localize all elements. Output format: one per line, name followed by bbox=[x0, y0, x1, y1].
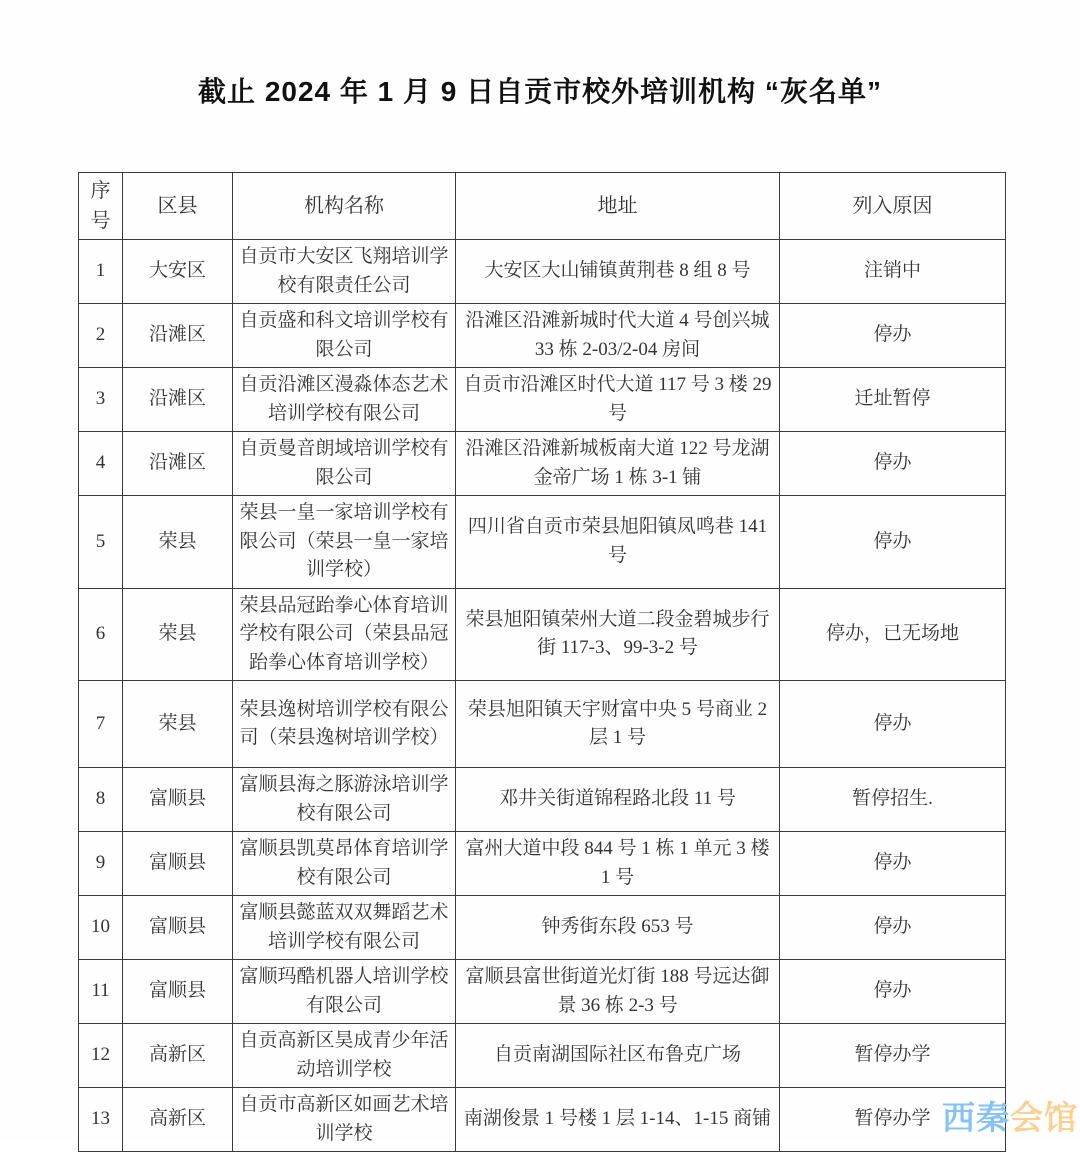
district-cell: 荣县 bbox=[123, 496, 233, 589]
reason-cell: 停办 bbox=[780, 432, 1006, 496]
reason-cell: 停办 bbox=[780, 681, 1006, 768]
column-header-address: 地址 bbox=[456, 173, 780, 240]
institution-name-cell: 自贡高新区昊成青少年活动培训学校 bbox=[233, 1024, 456, 1088]
institution-name-cell: 富顺县凯莫昂体育培训学校有限公司 bbox=[233, 832, 456, 896]
institution-name-cell: 荣县逸树培训学校有限公司（荣县逸树培训学校） bbox=[233, 681, 456, 768]
address-cell: 自贡南湖国际社区布鲁克广场 bbox=[456, 1024, 780, 1088]
institution-name-cell: 自贡沿滩区漫淼体态艺术培训学校有限公司 bbox=[233, 368, 456, 432]
row-index-cell: 7 bbox=[79, 681, 123, 768]
grey-list-table bbox=[78, 172, 1006, 1152]
address-cell: 富州大道中段 844 号 1 栋 1 单元 3 楼 1 号 bbox=[456, 832, 780, 896]
address-cell: 荣县旭阳镇荣州大道二段金碧城步行街 117-3、99-3-2 号 bbox=[456, 588, 780, 681]
address-cell: 邓井关街道锦程路北段 11 号 bbox=[456, 768, 780, 832]
address-cell: 大安区大山铺镇黄荆巷 8 组 8 号 bbox=[456, 240, 780, 304]
address-cell: 荣县旭阳镇天宇财富中央 5 号商业 2 层 1 号 bbox=[456, 681, 780, 768]
reason-cell: 暂停招生. bbox=[780, 768, 1006, 832]
row-index-cell: 13 bbox=[79, 1088, 123, 1152]
district-cell: 高新区 bbox=[123, 1024, 233, 1088]
row-index-cell: 3 bbox=[79, 368, 123, 432]
column-header-reason: 列入原因 bbox=[780, 173, 1006, 240]
column-header-index: 序号 bbox=[79, 173, 123, 240]
district-cell: 荣县 bbox=[123, 588, 233, 681]
district-cell: 沿滩区 bbox=[123, 432, 233, 496]
row-index-cell: 10 bbox=[79, 896, 123, 960]
institution-name-cell: 自贡市高新区如画艺术培训学校 bbox=[233, 1088, 456, 1152]
row-index-cell: 2 bbox=[79, 304, 123, 368]
site-watermark bbox=[942, 1092, 1078, 1139]
institution-name-cell: 自贡盛和科文培训学校有限公司 bbox=[233, 304, 456, 368]
address-cell: 钟秀街东段 653 号 bbox=[456, 896, 780, 960]
page-title: 截止 2024 年 1 月 9 日自贡市校外培训机构 “灰名单” bbox=[198, 76, 882, 107]
address-cell: 自贡市沿滩区时代大道 117 号 3 楼 29 号 bbox=[456, 368, 780, 432]
district-cell: 沿滩区 bbox=[123, 368, 233, 432]
table-row bbox=[79, 432, 1006, 496]
institution-name-cell: 富顺玛酷机器人培训学校有限公司 bbox=[233, 960, 456, 1024]
table-row bbox=[79, 588, 1006, 681]
table-row bbox=[79, 1088, 1006, 1152]
watermark-text-orange: 会馆 bbox=[1010, 1099, 1078, 1136]
table-row bbox=[79, 1024, 1006, 1088]
district-cell: 富顺县 bbox=[123, 960, 233, 1024]
table-row bbox=[79, 496, 1006, 589]
table-header bbox=[79, 173, 1006, 240]
address-cell: 沿滩区沿滩新城时代大道 4 号创兴城 33 栋 2-03/2-04 房间 bbox=[456, 304, 780, 368]
institution-name-cell: 自贡市大安区飞翔培训学校有限责任公司 bbox=[233, 240, 456, 304]
row-index-cell: 12 bbox=[79, 1024, 123, 1088]
district-cell: 富顺县 bbox=[123, 768, 233, 832]
reason-cell: 停办 bbox=[780, 304, 1006, 368]
column-header-district: 区县 bbox=[123, 173, 233, 240]
table-row bbox=[79, 896, 1006, 960]
table-row bbox=[79, 832, 1006, 896]
watermark-text-blue: 西秦 bbox=[942, 1099, 1010, 1136]
district-cell: 高新区 bbox=[123, 1088, 233, 1152]
row-index-cell: 8 bbox=[79, 768, 123, 832]
column-header-name: 机构名称 bbox=[233, 173, 456, 240]
reason-cell: 停办，已无场地 bbox=[780, 588, 1006, 681]
table-row bbox=[79, 240, 1006, 304]
row-index-cell: 6 bbox=[79, 588, 123, 681]
row-index-cell: 11 bbox=[79, 960, 123, 1024]
reason-cell: 迁址暂停 bbox=[780, 368, 1006, 432]
district-cell: 大安区 bbox=[123, 240, 233, 304]
district-cell: 沿滩区 bbox=[123, 304, 233, 368]
table-row bbox=[79, 368, 1006, 432]
reason-cell: 注销中 bbox=[780, 240, 1006, 304]
district-cell: 富顺县 bbox=[123, 832, 233, 896]
table-row bbox=[79, 768, 1006, 832]
district-cell: 富顺县 bbox=[123, 896, 233, 960]
reason-cell: 暂停办学 bbox=[780, 1088, 1006, 1152]
address-cell: 富顺县富世街道光灯街 188 号远达御景 36 栋 2-3 号 bbox=[456, 960, 780, 1024]
address-cell: 南湖俊景 1 号楼 1 层 1-14、1-15 商铺 bbox=[456, 1088, 780, 1152]
institution-name-cell: 荣县品冠跆拳心体育培训学校有限公司（荣县品冠跆拳心体育培训学校） bbox=[233, 588, 456, 681]
reason-cell: 停办 bbox=[780, 960, 1006, 1024]
row-index-cell: 9 bbox=[79, 832, 123, 896]
row-index-cell: 4 bbox=[79, 432, 123, 496]
district-cell: 荣县 bbox=[123, 681, 233, 768]
table-row bbox=[79, 960, 1006, 1024]
institution-name-cell: 荣县一皇一家培训学校有限公司（荣县一皇一家培训学校） bbox=[233, 496, 456, 589]
address-cell: 沿滩区沿滩新城板南大道 122 号龙湖金帝广场 1 栋 3-1 铺 bbox=[456, 432, 780, 496]
reason-cell: 暂停办学 bbox=[780, 1024, 1006, 1088]
reason-cell: 停办 bbox=[780, 496, 1006, 589]
institution-name-cell: 富顺县懿蓝双双舞蹈艺术培训学校有限公司 bbox=[233, 896, 456, 960]
table-body bbox=[79, 240, 1006, 1152]
reason-cell: 停办 bbox=[780, 896, 1006, 960]
table-row bbox=[79, 304, 1006, 368]
reason-cell: 停办 bbox=[780, 832, 1006, 896]
row-index-cell: 5 bbox=[79, 496, 123, 589]
table-row bbox=[79, 681, 1006, 768]
institution-name-cell: 富顺县海之豚游泳培训学校有限公司 bbox=[233, 768, 456, 832]
address-cell: 四川省自贡市荣县旭阳镇凤鸣巷 141 号 bbox=[456, 496, 780, 589]
institution-name-cell: 自贡曼音朗域培训学校有限公司 bbox=[233, 432, 456, 496]
header-row bbox=[79, 173, 1006, 240]
row-index-cell: 1 bbox=[79, 240, 123, 304]
